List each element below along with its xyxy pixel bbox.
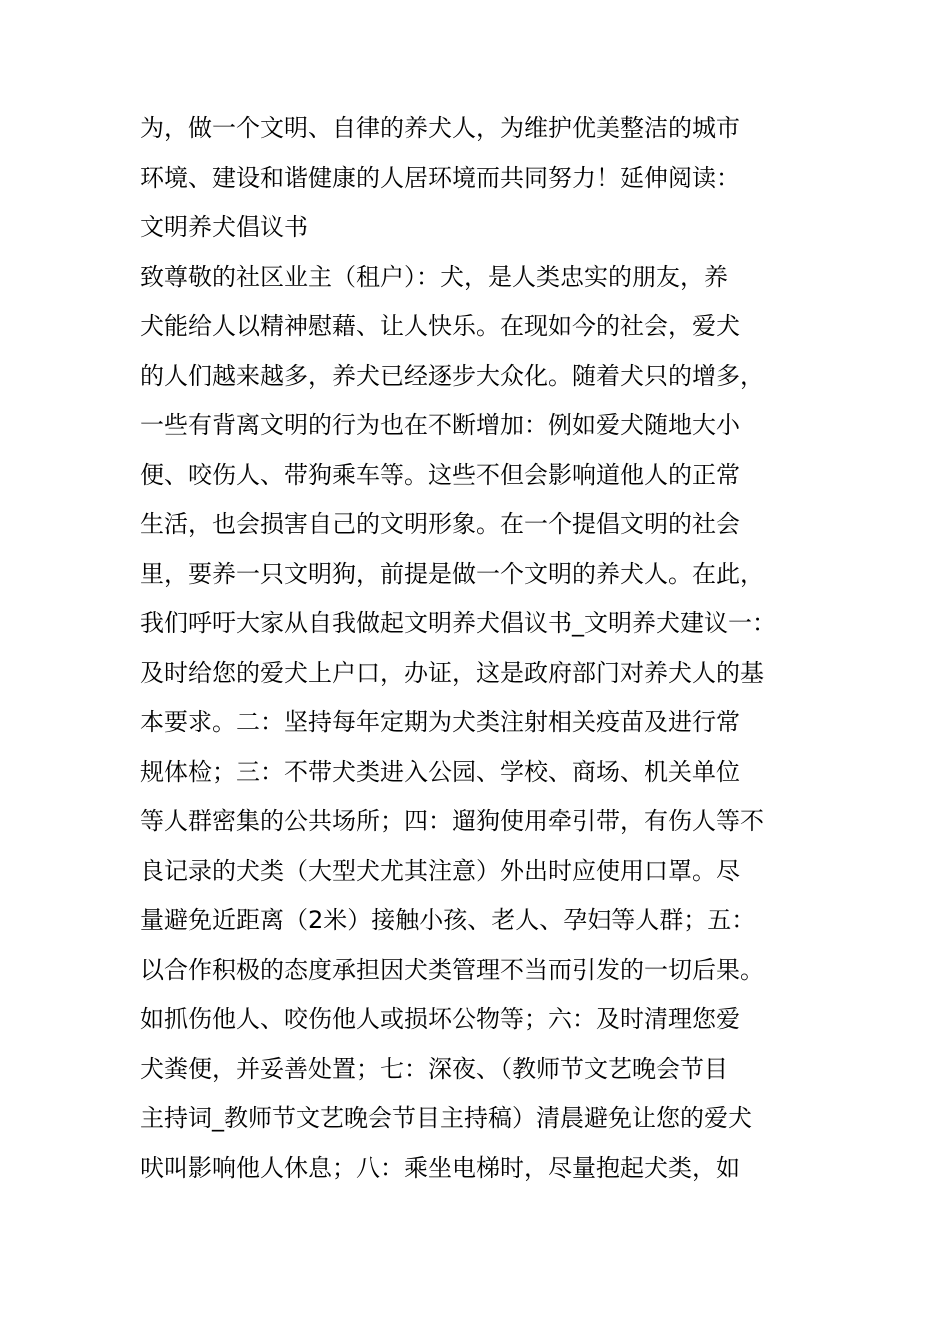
text-line: 本要求。二：坚持每年定期为犬类注射相关疫苗及进行常 bbox=[140, 708, 740, 736]
text-line: 主持词_教师节文艺晚会节目主持稿）清晨避免让您的爱犬 bbox=[140, 1104, 752, 1132]
text-line: 犬粪便，并妥善处置；七：深夜、（教师节文艺晚会节目 bbox=[140, 1054, 728, 1083]
document-body bbox=[140, 104, 840, 1193]
section-title: 文明养犬倡议书 bbox=[140, 213, 308, 241]
text-line: 便、咬伤人、带狗乘车等。这些不但会影响道他人的正常 bbox=[140, 460, 740, 489]
text-line: 生活，也会损害自己的文明形象。在一个提倡文明的社会 bbox=[140, 510, 740, 538]
text-line: 我们呼吁大家从自我做起文明养犬倡议书_文明养犬建议一： bbox=[140, 609, 776, 637]
text-line: 规体检；三：不带犬类进入公园、学校、商场、机关单位 bbox=[140, 757, 740, 786]
text-line: 等人群密集的公共场所；四：遛狗使用牵引带，有伤人等不 bbox=[140, 807, 764, 835]
text-line: 良记录的犬类（大型犬尤其注意）外出时应使用口罩。尽 bbox=[140, 856, 740, 885]
text-line: 量避免近距离（2米）接触小孩、老人、孕妇等人群；五： bbox=[140, 906, 756, 934]
text-line: 犬能给人以精神慰藉、让人快乐。在现如今的社会，爱犬 bbox=[140, 312, 740, 340]
text-line: 及时给您的爱犬上户口，办证，这是政府部门对养犬人的基 bbox=[140, 658, 764, 687]
text-line: 吠叫影响他人休息；八：乘坐电梯时，尽量抱起犬类，如 bbox=[140, 1153, 740, 1182]
text-line: 如抓伤他人、咬伤他人或损坏公物等；六：及时清理您爱 bbox=[140, 1005, 740, 1033]
text-line: 为，做一个文明、自律的养犬人，为维护优美整洁的城市 bbox=[140, 114, 740, 142]
text-line: 环境、建设和谐健康的人居环境而共同努力！延伸阅读： bbox=[140, 163, 740, 192]
text-line: 的人们越来越多，养犬已经逐步大众化。随着犬只的增多， bbox=[140, 361, 764, 390]
text-line: 以合作积极的态度承担因犬类管理不当而引发的一切后果。 bbox=[140, 955, 764, 984]
text-line: 一些有背离文明的行为也在不断增加：例如爱犬随地大小 bbox=[140, 411, 740, 439]
text-line: 里，要养一只文明狗，前提是做一个文明的养犬人。在此， bbox=[140, 559, 764, 588]
text-line: 致尊敬的社区业主（租户）：犬，是人类忠实的朋友，养 bbox=[140, 262, 728, 291]
